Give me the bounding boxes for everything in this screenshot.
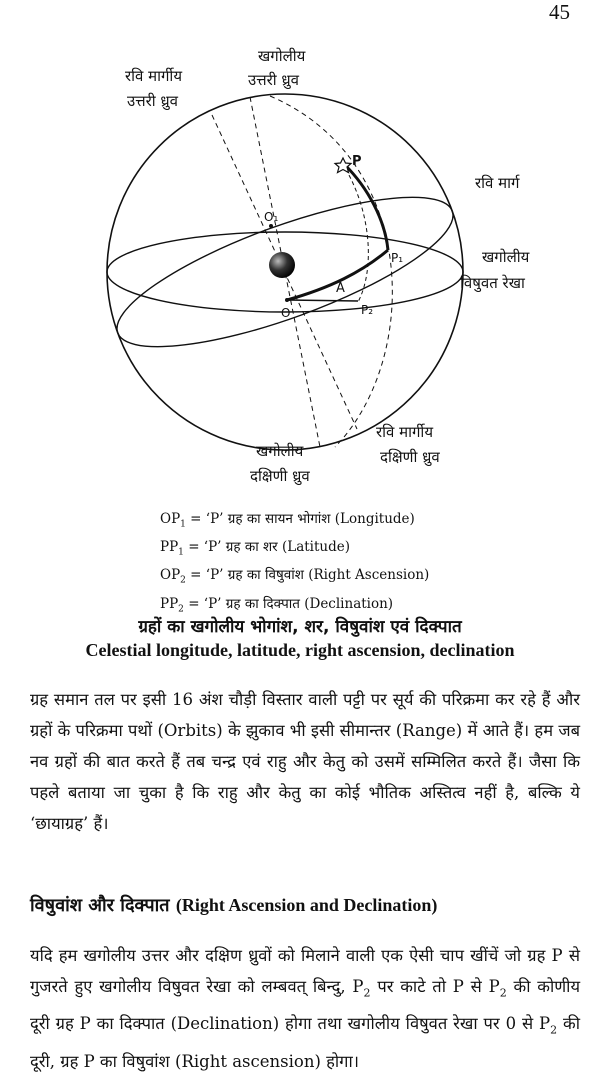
ra-arc bbox=[287, 300, 358, 301]
label-celestial-equator-2: विषुवत रेखा bbox=[460, 274, 525, 292]
figure-caption-english: Celestial longitude, latitude, right ascension, declination bbox=[85, 640, 515, 660]
section-heading: विषुवांश और दिक्पात (Right Ascension and Declination) bbox=[30, 895, 438, 916]
celestial-sphere-diagram bbox=[0, 0, 600, 500]
diagram-legend bbox=[160, 508, 429, 621]
page-number: 45 bbox=[549, 0, 570, 24]
legend-row: $OP_2$ = ‘P’ ग्रह का विषुवांश (Right Ascension) bbox=[160, 567, 430, 587]
point-o-dot bbox=[285, 298, 289, 302]
declination-arc bbox=[342, 163, 368, 302]
legend-row: $PP_2$ = ‘P’ ग्रह का दिक्पात (Declination) bbox=[160, 595, 394, 615]
label-ecliptic-north-pole-1: रवि मार्गीय bbox=[125, 67, 183, 85]
figure-caption-hindi: ग्रहों का खगोलीय भोगांश, शर, विषुवांश एवं दिक्पात bbox=[138, 617, 462, 637]
label-celestial-equator-1: खगोलीय bbox=[482, 248, 530, 266]
label-celestial-north-pole-1: खगोलीय bbox=[258, 47, 306, 65]
earth-icon bbox=[269, 252, 295, 278]
point-o-label: O bbox=[281, 306, 291, 320]
label-ecliptic: रवि मार्ग bbox=[475, 174, 520, 192]
label-celestial-south-pole-1: खगोलीय bbox=[256, 442, 304, 460]
body-paragraph-2: यदि हम खगोलीय उत्तर और दक्षिण ध्रुवों को मिलाने वाली एक ऐसी चाप खींचें जो ग्रह P से गुजरते हुए खगोलीय विषुवत रेखा को लम्बवत् बिन्दु, $P_2$ पर काटे तो P से $P_2$ की कोणीय दूरी ग्रह P का दिक्पात (Declination) होगा तथा खगोलीय विषुवत रेखा पर 0 से $P_2$ की दूरी, ग्रह P का विषुवांश (Right ascension) होगा। bbox=[30, 946, 581, 1071]
legend-row: $PP_1$ = ‘P’ ग्रह का शर (Latitude) bbox=[160, 539, 351, 558]
point-p-label: P bbox=[352, 154, 362, 169]
label-celestial-north-pole-2: उत्तरी ध्रुव bbox=[248, 71, 299, 89]
label-ecliptic-north-pole-2: उत्तरी ध्रुव bbox=[127, 92, 178, 110]
label-ecliptic-south-pole-1: रवि मार्गीय bbox=[376, 423, 434, 441]
point-p2-label: P₂ bbox=[361, 303, 374, 317]
point-a-label: A bbox=[336, 281, 345, 296]
point-p1-label: P₁ bbox=[391, 251, 404, 265]
label-celestial-south-pole-2: दक्षिणी ध्रुव bbox=[250, 467, 310, 485]
point-o1-label: O₁ bbox=[264, 210, 279, 224]
body-paragraph-1: ग्रह समान तल पर इसी 16 अंश चौड़ी विस्तार वाली पट्टी पर सूर्य की परिक्रमा कर रहे हैं और ग्रहों के परिक्रमा पथों (Orbits) के झुकाव भी इसी सीमान्तर (Range) में आते हैं। हम जब नव ग्रहों की बात करते हैं तब चन्द्र एवं राहु और केतु को उसमें सम्मिलित करते हैं। जैसा कि पहले बताया जा चुका है कि राहु और केतु का कोई भौतिक अस्तित्व नहीं है, बल्कि ये ‘छायाग्रह’ हैं। bbox=[30, 690, 580, 833]
legend-row: $OP_1$ = ‘P’ ग्रह का सायन भोगांश (Longitude) bbox=[160, 511, 415, 530]
point-o1-dot bbox=[269, 224, 273, 228]
label-ecliptic-south-pole-2: दक्षिणी ध्रुव bbox=[380, 448, 440, 466]
latitude-arc bbox=[345, 165, 388, 250]
